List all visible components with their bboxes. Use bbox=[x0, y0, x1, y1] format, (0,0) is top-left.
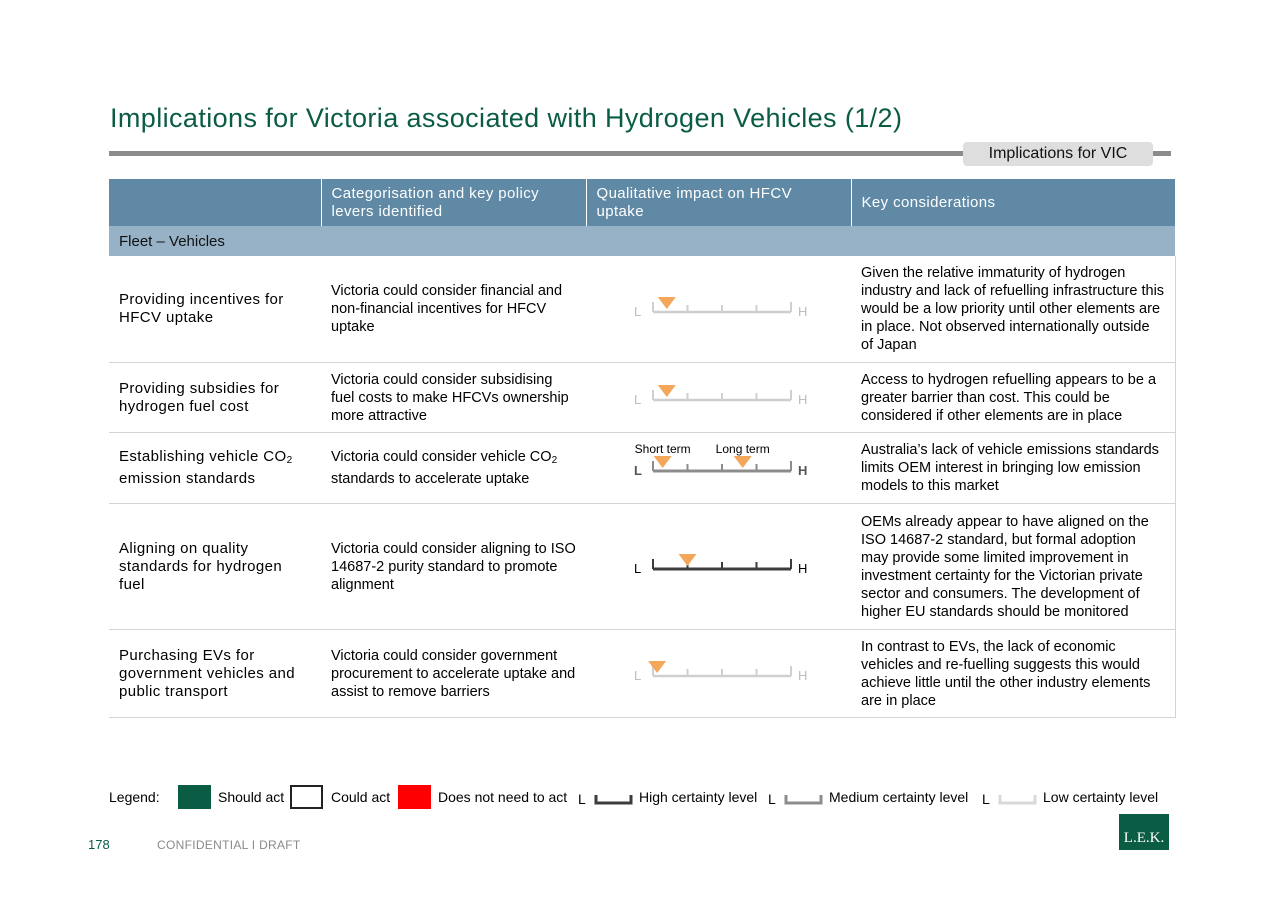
certainty-scale bbox=[586, 630, 851, 712]
policy-text: Victoria could consider vehicle CO bbox=[331, 449, 552, 465]
table-row bbox=[109, 256, 1175, 363]
legend-low-certainty: Low certainty level bbox=[1043, 789, 1159, 805]
certainty-scale bbox=[586, 363, 851, 427]
header-lever bbox=[109, 179, 321, 226]
scale-low-label: L bbox=[634, 304, 642, 319]
section-label: Fleet – Vehicles bbox=[109, 226, 1175, 256]
lever-cell: Aligning on quality standards for hydrogen fuel bbox=[109, 504, 321, 630]
lever-cell: Providing incentives for HFCV uptake bbox=[109, 256, 321, 363]
considerations-cell: OEMs already appear to have aligned on the ISO 14687-2 standard, but formal adoption may provide some limited improvement in investment certainty for the Victorian private sector and consumers. The development of higher EU standards should be monitored bbox=[851, 504, 1175, 630]
impact-marker bbox=[658, 297, 676, 309]
table-row bbox=[109, 433, 1175, 504]
scale-low-label: L bbox=[634, 561, 642, 576]
table-row bbox=[109, 363, 1175, 433]
lever-cell: Purchasing EVs for government vehicles and public transport bbox=[109, 630, 321, 718]
impact-cell bbox=[586, 504, 851, 630]
header-policy: Categorisation and key policy levers identified bbox=[321, 179, 586, 226]
no-need-swatch bbox=[398, 785, 431, 809]
legend-scale-low: L bbox=[982, 791, 990, 807]
impact-marker bbox=[658, 385, 676, 397]
impact-marker bbox=[679, 554, 697, 566]
marker-label: Long term bbox=[715, 442, 770, 456]
confidential-label: CONFIDENTIAL I DRAFT bbox=[157, 838, 301, 852]
impact-marker bbox=[734, 456, 752, 468]
lek-logo: L.E.K. bbox=[1119, 814, 1169, 850]
considerations-cell: Given the relative immaturity of hydrogen industry and lack of refuelling infrastructure this would be a low priority until other elements are in place. Not observed internationally outside of Japan bbox=[851, 256, 1175, 363]
policy-text: standards to accelerate uptake bbox=[331, 471, 530, 487]
impact-marker bbox=[648, 661, 666, 673]
policy-cell: Victoria could consider aligning to ISO 14687-2 purity standard to promote alignment bbox=[321, 504, 586, 630]
impact-marker bbox=[654, 456, 672, 468]
impact-cell bbox=[586, 256, 851, 363]
scale-high-label: H bbox=[798, 304, 808, 319]
page-number: 178 bbox=[88, 837, 110, 852]
policy-cell: Victoria could consider subsidising fuel costs to make HFCVs ownership more attractive bbox=[321, 363, 586, 433]
high-certainty-icon bbox=[594, 792, 634, 806]
header-impact: Qualitative impact on HFCV uptake bbox=[586, 179, 851, 226]
should-act-swatch bbox=[178, 785, 211, 809]
scale-low-label: L bbox=[634, 463, 642, 478]
legend-no-need: Does not need to act bbox=[438, 789, 568, 805]
scale-low-label: L bbox=[634, 668, 642, 683]
header-considerations: Key considerations bbox=[851, 179, 1175, 226]
could-act-swatch bbox=[290, 785, 323, 809]
scale-high-label: H bbox=[798, 668, 808, 683]
scale-high-label: H bbox=[798, 463, 808, 478]
legend-high-certainty: High certainty level bbox=[639, 789, 758, 805]
considerations-cell: Access to hydrogen refuelling appears to be a greater barrier than cost. This could be considered if other elements are in place bbox=[851, 363, 1175, 433]
table-row bbox=[109, 630, 1175, 718]
considerations-cell: Australia’s lack of vehicle emissions standards limits OEM interest in bringing low emission models to this market bbox=[851, 433, 1175, 504]
scale-low-label: L bbox=[634, 392, 642, 407]
impact-cell bbox=[586, 433, 851, 504]
page-title: Implications for Victoria associated with Hydrogen Vehicles (1/2) bbox=[110, 103, 903, 133]
implications-tag: Implications for VIC bbox=[963, 142, 1153, 166]
policy-cell: Victoria could consider government procurement to accelerate uptake and assist to remove barriers bbox=[321, 630, 586, 718]
certainty-scale bbox=[586, 504, 851, 624]
policy-cell: Victoria could consider financial and non-financial incentives for HFCV uptake bbox=[321, 256, 586, 363]
subscript: 2 bbox=[286, 455, 293, 466]
legend-could-act: Could act bbox=[331, 789, 391, 805]
lever-text: Establishing vehicle CO bbox=[119, 448, 287, 465]
scale-high-label: H bbox=[798, 561, 808, 576]
legend-scale-low: L bbox=[578, 791, 586, 807]
table-row bbox=[109, 504, 1175, 630]
marker-label: Short term bbox=[634, 442, 691, 456]
legend-scale-low: L bbox=[768, 791, 776, 807]
lever-cell: Providing subsidies for hydrogen fuel cost bbox=[109, 363, 321, 433]
lever-cell bbox=[109, 433, 321, 504]
legend-label: Legend: bbox=[109, 789, 160, 805]
certainty-scale bbox=[586, 433, 851, 498]
medium-certainty-icon bbox=[784, 792, 824, 806]
subscript: 2 bbox=[551, 455, 558, 466]
policy-cell bbox=[321, 433, 586, 504]
scale-high-label: H bbox=[798, 392, 808, 407]
implications-table bbox=[109, 179, 1176, 718]
low-certainty-icon bbox=[998, 792, 1038, 806]
lever-text: emission standards bbox=[119, 470, 256, 487]
legend-medium-certainty: Medium certainty level bbox=[829, 789, 969, 805]
legend-should-act: Should act bbox=[218, 789, 285, 805]
certainty-scale bbox=[586, 256, 851, 357]
impact-cell bbox=[586, 630, 851, 718]
considerations-cell: In contrast to EVs, the lack of economic vehicles and re-fuelling suggests this would achieve little until the other industry elements are in place bbox=[851, 630, 1175, 718]
impact-cell bbox=[586, 363, 851, 433]
